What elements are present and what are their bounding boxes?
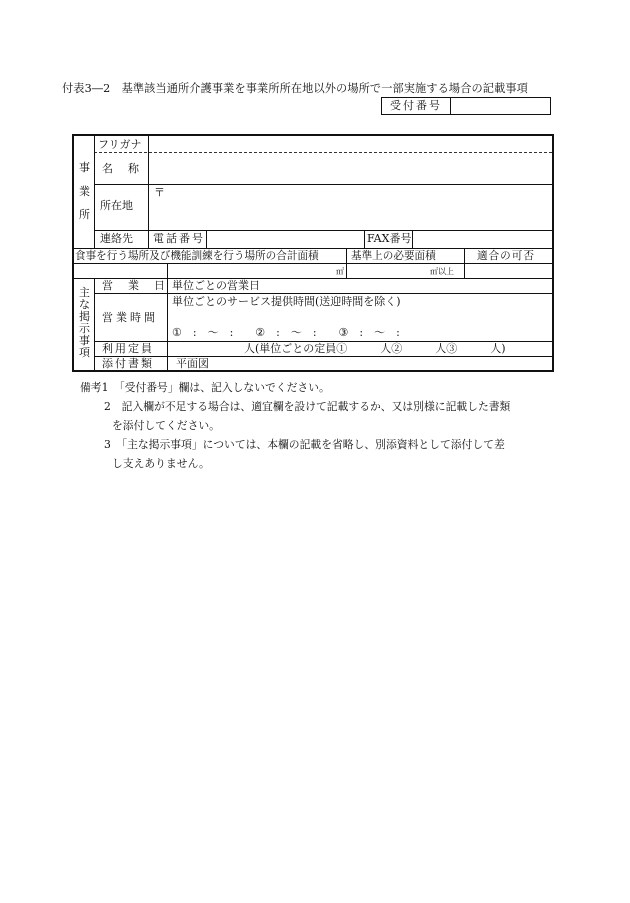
address-field[interactable] — [149, 185, 552, 230]
hours-header: 単位ごとのサービス提供時間(送迎時間を除く) — [172, 295, 401, 308]
office-label-3: 所 — [79, 208, 90, 221]
contact-label: 連絡先 — [100, 232, 133, 245]
row-line — [94, 293, 552, 294]
main-label-2: な — [79, 298, 90, 311]
receipt-number-field[interactable] — [451, 98, 550, 114]
notes — [80, 378, 560, 473]
attachments-label: 添付書類 — [102, 357, 154, 370]
note-3: 3 「主な掲示事項」については、本欄の記載を省略し、別添資料として添付して差 — [104, 438, 505, 451]
name-label: 名 称 — [102, 162, 141, 175]
area-label: 食事を行う場所及び機能訓練を行う場所の合計面積 — [75, 250, 319, 262]
phone-label: 電話番号 — [153, 232, 205, 245]
col-line — [94, 136, 95, 248]
required-area-unit: ㎡以上 — [430, 267, 454, 276]
row-line — [74, 248, 552, 249]
suitability-label: 適合の可否 — [477, 250, 535, 262]
address-label: 所在地 — [100, 199, 133, 212]
main-label-4: 示 — [79, 322, 90, 335]
required-area-field[interactable] — [347, 264, 429, 278]
suitability-field[interactable] — [465, 264, 552, 278]
col-line — [364, 230, 365, 248]
note-2: 2 記入欄が不足する場合は、適宜欄を設けて記載するか、又は別様に記載した書類 — [104, 400, 511, 413]
receipt-number-label: 受付番号 — [382, 98, 451, 114]
capacity-label: 利用定員 — [102, 342, 154, 355]
row-line — [94, 356, 552, 357]
business-days-value: 単位ごとの営業日 — [172, 279, 260, 292]
hours-slots: ① : ～ : ② : ～ : ③ : ～ : — [172, 326, 400, 339]
note-1: 備考1 「受付番号」欄は、記入しないでください。 — [80, 381, 330, 394]
hours-label: 営業時間 — [102, 311, 158, 324]
capacity-value: 人(単位ごとの定員① 人② 人③ 人) — [244, 342, 506, 355]
form-table — [72, 134, 554, 372]
postal-mark: 〒 — [154, 186, 165, 199]
name-field[interactable] — [149, 153, 552, 184]
main-label-1: 主 — [79, 286, 90, 299]
note-3-cont: し支えありません。 — [112, 457, 210, 470]
area-unit: ㎡ — [336, 267, 344, 276]
office-label-1: 事 — [79, 161, 90, 174]
area-field[interactable] — [168, 264, 334, 278]
required-area-label: 基準上の必要面積 — [351, 250, 436, 262]
main-label-6: 項 — [79, 346, 90, 359]
fax-label: FAX番号 — [367, 232, 412, 245]
furigana-field[interactable] — [149, 137, 552, 152]
phone-field[interactable] — [207, 231, 364, 248]
attachments-value: 平面図 — [176, 357, 209, 370]
main-label-3: 掲 — [79, 310, 90, 323]
receipt-number-box — [381, 97, 551, 115]
note-2-cont: を添付してください。 — [112, 419, 220, 432]
main-label-5: 事 — [79, 334, 90, 347]
fax-field[interactable] — [413, 231, 552, 248]
col-line — [94, 278, 95, 372]
office-label-2: 業 — [79, 185, 90, 198]
col-line — [167, 278, 168, 372]
business-days-label: 営 業 日 — [102, 279, 167, 292]
furigana-label: フリガナ — [98, 138, 142, 151]
form-title: 付表3―2 基準該当通所介護事業を事業所所在地以外の場所で一部実施する場合の記載事項 — [62, 82, 528, 95]
